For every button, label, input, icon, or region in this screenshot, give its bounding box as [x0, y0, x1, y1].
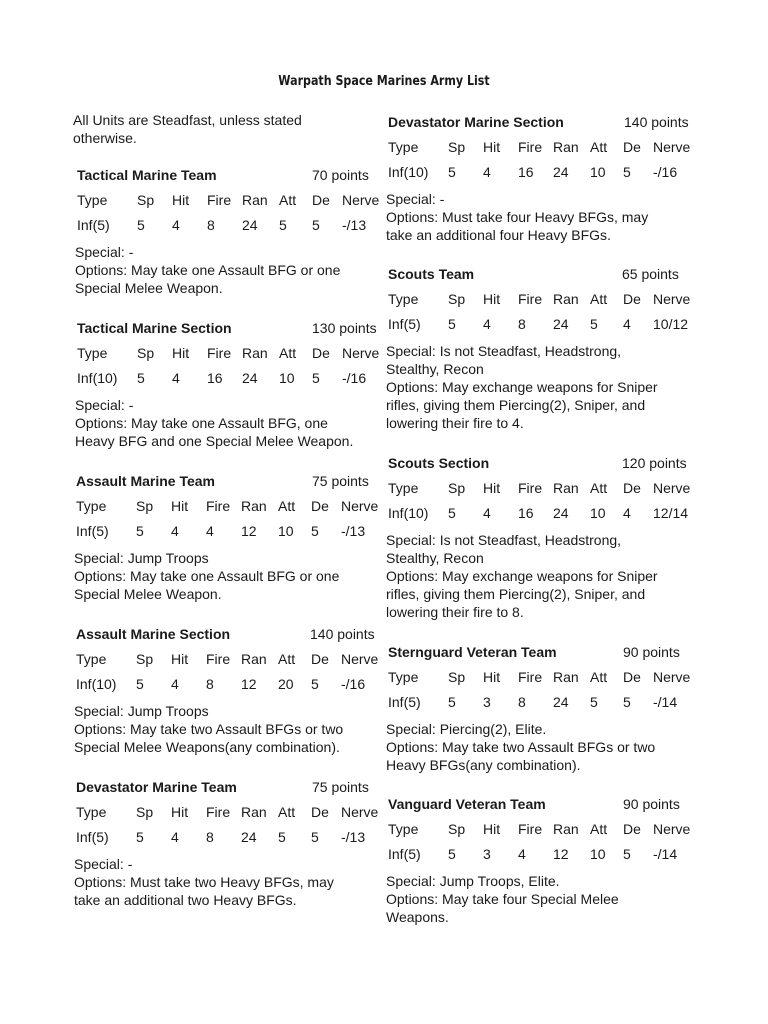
stat-header-sp: Sp — [137, 345, 155, 361]
unit-points: 70 points — [312, 167, 369, 183]
stat-header-fire: Fire — [518, 291, 543, 307]
stat-value-row — [73, 370, 383, 390]
unit-assault-marine-section — [72, 626, 382, 756]
stat-header-nerve: Nerve — [342, 345, 380, 361]
stat-header-nerve: Nerve — [653, 291, 691, 307]
stat-value-fire: 8 — [206, 676, 214, 692]
stat-value-nerve: 12/14 — [653, 505, 689, 521]
unit-header — [384, 114, 694, 134]
stat-value-de: 5 — [623, 846, 631, 862]
unit-points: 65 points — [622, 266, 679, 282]
unit-vanguard-veteran-team — [384, 796, 694, 926]
stat-header-nerve: Nerve — [653, 821, 691, 837]
page-title: Warpath Space Marines Army List — [278, 73, 490, 89]
stat-header-type: Type — [77, 345, 108, 361]
stat-header-ran: Ran — [553, 821, 579, 837]
unit-options: Special Melee Weapons(any combination). — [74, 739, 340, 755]
unit-header — [384, 796, 694, 816]
stat-value-sp: 5 — [448, 505, 456, 521]
stat-value-hit: 4 — [483, 505, 491, 521]
stat-header-hit: Hit — [483, 669, 501, 685]
unit-name: Devastator Marine Section — [388, 114, 564, 130]
stat-header-ran: Ran — [553, 480, 579, 496]
stat-header-de: De — [312, 345, 330, 361]
stat-value-ran: 12 — [241, 676, 257, 692]
stat-value-nerve: -/14 — [653, 694, 678, 710]
unit-name: Tactical Marine Team — [77, 167, 217, 183]
unit-options: take an additional two Heavy BFGs. — [74, 892, 297, 908]
stat-header-sp: Sp — [136, 651, 154, 667]
unit-name: Devastator Marine Team — [76, 779, 237, 795]
unit-devastator-marine-team — [72, 779, 382, 909]
stat-value-de: 5 — [312, 217, 320, 233]
stat-header-sp: Sp — [448, 480, 466, 496]
stat-value-nerve: -/16 — [342, 370, 367, 386]
stat-value-de: 5 — [312, 370, 320, 386]
unit-header — [384, 266, 694, 286]
stat-header-row — [72, 498, 382, 518]
stat-value-hit: 4 — [171, 829, 179, 845]
stat-value-nerve: -/13 — [341, 523, 366, 539]
stat-header-type: Type — [388, 291, 419, 307]
unit-name: Tactical Marine Section — [77, 320, 232, 336]
stat-header-nerve: Nerve — [341, 804, 379, 820]
unit-special-cont: Stealthy, Recon — [386, 550, 484, 566]
stat-header-row — [384, 669, 694, 689]
stat-value-ran: 24 — [241, 829, 257, 845]
unit-options: rifles, giving them Piercing(2), Sniper, and — [386, 586, 646, 602]
stat-value-hit: 4 — [171, 523, 179, 539]
stat-value-sp: 5 — [136, 523, 144, 539]
stat-header-hit: Hit — [172, 345, 190, 361]
stat-value-ran: 24 — [242, 370, 258, 386]
stat-value-hit: 3 — [483, 846, 491, 862]
unit-options: Heavy BFG and one Special Melee Weapon. — [75, 433, 354, 449]
stat-value-type: Inf(10) — [76, 676, 117, 692]
stat-header-ran: Ran — [553, 669, 579, 685]
stat-value-type: Inf(5) — [388, 694, 421, 710]
stat-header-att: Att — [278, 498, 296, 514]
unit-name: Scouts Section — [388, 455, 490, 471]
stat-header-type: Type — [388, 821, 419, 837]
stat-value-row — [384, 164, 694, 184]
stat-value-de: 5 — [623, 694, 631, 710]
unit-options: Weapons. — [386, 909, 449, 925]
stat-header-row — [384, 480, 694, 500]
stat-value-row — [73, 217, 383, 237]
stat-value-att: 10 — [590, 164, 606, 180]
stat-header-sp: Sp — [137, 192, 155, 208]
stat-header-fire: Fire — [206, 651, 231, 667]
stat-header-hit: Hit — [483, 139, 501, 155]
unit-notes — [73, 243, 383, 297]
unit-options: rifles, giving them Piercing(2), Sniper, and — [386, 397, 646, 413]
unit-name: Assault Marine Team — [76, 473, 216, 489]
unit-special: Special: - — [75, 397, 134, 413]
unit-sternguard-veteran-team — [384, 644, 694, 774]
unit-header — [72, 473, 382, 493]
stat-header-sp: Sp — [448, 139, 466, 155]
unit-notes — [72, 855, 382, 909]
stat-value-de: 5 — [311, 523, 319, 539]
unit-devastator-marine-section — [384, 114, 694, 244]
unit-header — [72, 626, 382, 646]
unit-options: Options: May exchange weapons for Sniper — [386, 568, 658, 584]
stat-value-de: 4 — [623, 505, 631, 521]
stat-value-type: Inf(5) — [388, 316, 421, 332]
stat-value-type: Inf(10) — [388, 164, 429, 180]
unit-tactical-marine-section — [73, 320, 383, 450]
stat-value-sp: 5 — [448, 846, 456, 862]
unit-notes — [384, 190, 694, 244]
stat-value-att: 10 — [279, 370, 295, 386]
unit-notes — [384, 342, 694, 432]
unit-options: Special Melee Weapon. — [74, 586, 222, 602]
unit-special: Special: Is not Steadfast, Headstrong, — [386, 532, 622, 548]
stat-header-type: Type — [388, 480, 419, 496]
unit-header — [384, 455, 694, 475]
unit-options: Options: May take one Assault BFG or one — [75, 262, 341, 278]
stat-value-sp: 5 — [136, 829, 144, 845]
unit-header — [73, 167, 383, 187]
unit-points: 75 points — [312, 473, 369, 489]
stat-header-de: De — [623, 821, 641, 837]
stat-value-row — [384, 316, 694, 336]
unit-scouts-team — [384, 266, 694, 432]
stat-value-att: 10 — [590, 505, 606, 521]
unit-special-cont: Stealthy, Recon — [386, 361, 484, 377]
stat-value-att: 5 — [279, 217, 287, 233]
stat-header-de: De — [623, 480, 641, 496]
stat-header-hit: Hit — [483, 480, 501, 496]
stat-header-hit: Hit — [171, 804, 189, 820]
stat-value-ran: 24 — [553, 164, 569, 180]
unit-header — [73, 320, 383, 340]
stat-header-hit: Hit — [483, 291, 501, 307]
stat-header-att: Att — [590, 669, 608, 685]
stat-value-de: 5 — [311, 829, 319, 845]
stat-header-nerve: Nerve — [653, 139, 691, 155]
stat-value-hit: 3 — [483, 694, 491, 710]
stat-value-row — [72, 829, 382, 849]
unit-options: Special Melee Weapon. — [75, 280, 223, 296]
stat-value-fire: 8 — [518, 316, 526, 332]
stat-header-att: Att — [590, 291, 608, 307]
stat-value-sp: 5 — [136, 676, 144, 692]
stat-header-row — [384, 821, 694, 841]
stat-header-att: Att — [278, 651, 296, 667]
stat-value-sp: 5 — [448, 694, 456, 710]
unit-points: 75 points — [312, 779, 369, 795]
stat-header-de: De — [311, 804, 329, 820]
stat-value-row — [384, 694, 694, 714]
stat-value-type: Inf(5) — [388, 846, 421, 862]
unit-options: lowering their fire to 4. — [386, 415, 524, 431]
stat-value-sp: 5 — [448, 164, 456, 180]
stat-header-row — [73, 345, 383, 365]
stat-header-ran: Ran — [553, 291, 579, 307]
unit-name: Assault Marine Section — [76, 626, 231, 642]
unit-special: Special: Piercing(2), Elite. — [386, 721, 547, 737]
stat-value-ran: 12 — [553, 846, 569, 862]
unit-options: Options: May take four Special Melee — [386, 891, 619, 907]
stat-value-hit: 4 — [171, 676, 179, 692]
stat-header-nerve: Nerve — [341, 498, 379, 514]
stat-value-nerve: -/14 — [653, 846, 678, 862]
stat-header-de: De — [312, 192, 330, 208]
stat-value-type: Inf(5) — [77, 217, 110, 233]
stat-header-fire: Fire — [206, 498, 231, 514]
stat-value-fire: 4 — [206, 523, 214, 539]
intro-line: otherwise. — [73, 130, 137, 146]
stat-header-de: De — [623, 139, 641, 155]
unit-special: Special: Is not Steadfast, Headstrong, — [386, 343, 622, 359]
stat-header-fire: Fire — [518, 480, 543, 496]
stat-header-fire: Fire — [518, 139, 543, 155]
stat-value-hit: 4 — [483, 164, 491, 180]
stat-header-hit: Hit — [171, 498, 189, 514]
stat-header-sp: Sp — [448, 291, 466, 307]
stat-value-type: Inf(5) — [76, 829, 109, 845]
stat-value-hit: 4 — [172, 217, 180, 233]
stat-value-hit: 4 — [172, 370, 180, 386]
stat-header-att: Att — [590, 139, 608, 155]
stat-value-sp: 5 — [137, 370, 145, 386]
unit-notes — [72, 549, 382, 603]
stat-value-nerve: -/16 — [653, 164, 678, 180]
stat-header-att: Att — [590, 821, 608, 837]
stat-value-att: 5 — [590, 694, 598, 710]
stat-header-nerve: Nerve — [653, 669, 691, 685]
unit-header — [384, 644, 694, 664]
stat-value-hit: 4 — [483, 316, 491, 332]
stat-header-fire: Fire — [518, 821, 543, 837]
unit-points: 140 points — [624, 114, 689, 130]
stat-header-de: De — [311, 498, 329, 514]
stat-value-fire: 16 — [207, 370, 223, 386]
intro-line: All Units are Steadfast, unless stated — [73, 112, 302, 128]
unit-options: lowering their fire to 8. — [386, 604, 524, 620]
stat-header-row — [73, 192, 383, 212]
stat-header-ran: Ran — [241, 651, 267, 667]
stat-header-fire: Fire — [207, 345, 232, 361]
unit-notes — [384, 531, 694, 621]
stat-header-type: Type — [388, 139, 419, 155]
unit-notes — [72, 702, 382, 756]
stat-value-row — [384, 846, 694, 866]
stat-value-ran: 24 — [553, 694, 569, 710]
unit-name: Sternguard Veteran Team — [388, 644, 557, 660]
unit-options: take an additional four Heavy BFGs. — [386, 227, 611, 243]
intro-note — [73, 111, 363, 147]
stat-value-nerve: -/13 — [342, 217, 367, 233]
stat-header-nerve: Nerve — [341, 651, 379, 667]
stat-value-nerve: -/13 — [341, 829, 366, 845]
stat-value-att: 5 — [590, 316, 598, 332]
unit-name: Scouts Team — [388, 266, 475, 282]
stat-header-row — [384, 139, 694, 159]
unit-special: Special: - — [74, 856, 133, 872]
stat-header-row — [72, 804, 382, 824]
stat-header-ran: Ran — [241, 804, 267, 820]
unit-special: Special: Jump Troops — [74, 550, 209, 566]
stat-value-ran: 24 — [553, 505, 569, 521]
stat-value-de: 5 — [311, 676, 319, 692]
unit-options: Options: Must take four Heavy BFGs, may — [386, 209, 649, 225]
unit-special: Special: Jump Troops — [74, 703, 209, 719]
stat-value-row — [384, 505, 694, 525]
unit-options: Options: Must take two Heavy BFGs, may — [74, 874, 334, 890]
stat-header-row — [384, 291, 694, 311]
stat-value-att: 10 — [278, 523, 294, 539]
stat-header-att: Att — [278, 804, 296, 820]
stat-header-de: De — [623, 291, 641, 307]
stat-header-fire: Fire — [206, 804, 231, 820]
unit-special: Special: - — [386, 191, 445, 207]
unit-assault-marine-team — [72, 473, 382, 603]
stat-header-fire: Fire — [518, 669, 543, 685]
unit-points: 90 points — [623, 644, 680, 660]
stat-value-fire: 4 — [518, 846, 526, 862]
stat-header-ran: Ran — [242, 192, 268, 208]
unit-notes — [73, 396, 383, 450]
stat-value-row — [72, 676, 382, 696]
stat-value-fire: 8 — [207, 217, 215, 233]
stat-value-att: 20 — [278, 676, 294, 692]
unit-points: 140 points — [310, 626, 375, 642]
unit-options: Options: May take one Assault BFG, one — [75, 415, 328, 431]
unit-header — [72, 779, 382, 799]
stat-header-sp: Sp — [448, 821, 466, 837]
stat-value-sp: 5 — [448, 316, 456, 332]
stat-header-sp: Sp — [136, 804, 154, 820]
stat-value-fire: 16 — [518, 164, 534, 180]
stat-value-type: Inf(10) — [77, 370, 118, 386]
stat-header-sp: Sp — [136, 498, 154, 514]
stat-value-ran: 24 — [553, 316, 569, 332]
stat-value-nerve: -/16 — [341, 676, 366, 692]
stat-header-att: Att — [279, 192, 297, 208]
stat-value-type: Inf(10) — [388, 505, 429, 521]
unit-special: Special: - — [75, 244, 134, 260]
unit-options: Heavy BFGs(any combination). — [386, 757, 581, 773]
stat-header-hit: Hit — [171, 651, 189, 667]
unit-tactical-marine-team — [73, 167, 383, 297]
stat-header-de: De — [623, 669, 641, 685]
stat-header-type: Type — [76, 804, 107, 820]
stat-header-de: De — [311, 651, 329, 667]
stat-header-hit: Hit — [172, 192, 190, 208]
stat-value-fire: 16 — [518, 505, 534, 521]
stat-header-sp: Sp — [448, 669, 466, 685]
unit-options: Options: May take two Assault BFGs or two — [74, 721, 344, 737]
unit-points: 120 points — [622, 455, 687, 471]
unit-special: Special: Jump Troops, Elite. — [386, 873, 560, 889]
stat-header-type: Type — [77, 192, 108, 208]
stat-value-att: 5 — [278, 829, 286, 845]
unit-notes — [384, 720, 694, 774]
stat-value-att: 10 — [590, 846, 606, 862]
stat-value-row — [72, 523, 382, 543]
stat-value-nerve: 10/12 — [653, 316, 689, 332]
unit-options: Options: May take one Assault BFG or one — [74, 568, 340, 584]
stat-value-fire: 8 — [518, 694, 526, 710]
unit-name: Vanguard Veteran Team — [388, 796, 546, 812]
stat-header-att: Att — [279, 345, 297, 361]
stat-header-ran: Ran — [242, 345, 268, 361]
stat-header-att: Att — [590, 480, 608, 496]
unit-options: Options: May exchange weapons for Sniper — [386, 379, 658, 395]
stat-header-ran: Ran — [553, 139, 579, 155]
unit-notes — [384, 872, 694, 926]
stat-header-nerve: Nerve — [342, 192, 380, 208]
unit-points: 130 points — [312, 320, 377, 336]
stat-value-ran: 12 — [241, 523, 257, 539]
stat-value-sp: 5 — [137, 217, 145, 233]
stat-header-hit: Hit — [483, 821, 501, 837]
stat-header-type: Type — [388, 669, 419, 685]
stat-header-nerve: Nerve — [653, 480, 691, 496]
stat-header-ran: Ran — [241, 498, 267, 514]
stat-value-de: 4 — [623, 316, 631, 332]
stat-header-fire: Fire — [207, 192, 232, 208]
stat-value-ran: 24 — [242, 217, 258, 233]
stat-header-type: Type — [76, 651, 107, 667]
stat-header-row — [72, 651, 382, 671]
unit-options: Options: May take two Assault BFGs or two — [386, 739, 656, 755]
stat-header-type: Type — [76, 498, 107, 514]
stat-value-fire: 8 — [206, 829, 214, 845]
unit-points: 90 points — [623, 796, 680, 812]
stat-value-de: 5 — [623, 164, 631, 180]
unit-scouts-section — [384, 455, 694, 621]
stat-value-type: Inf(5) — [76, 523, 109, 539]
